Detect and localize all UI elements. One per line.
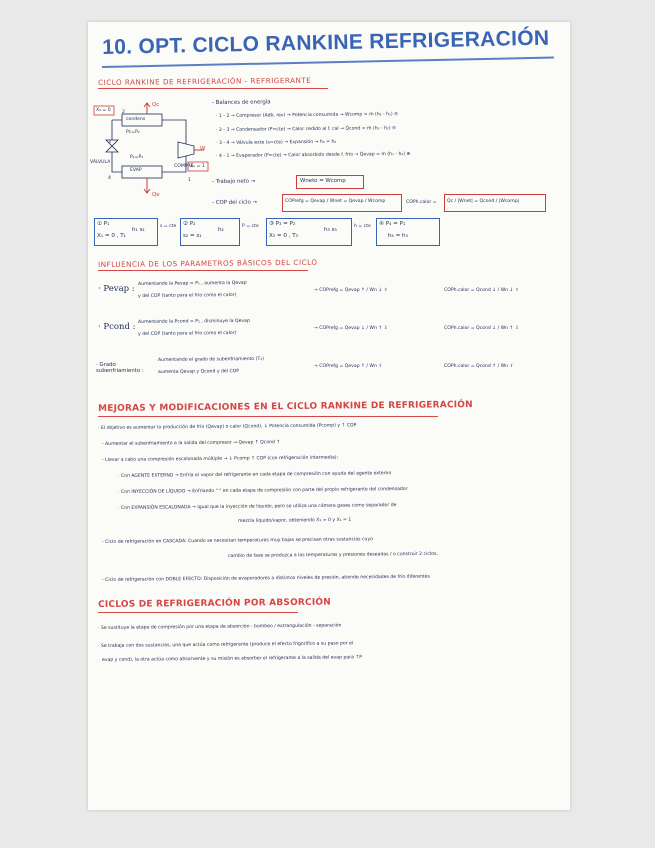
absorcion-line-2-cont: evap y cond), la otra actúa como absorvente y su misión es absorber el refrigerante a la salida del evap para ↑P bbox=[102, 655, 362, 663]
section-underline bbox=[98, 612, 298, 613]
pevap-text-2: y del COP (tanto para el frío como el calor) bbox=[138, 292, 237, 299]
notebook-page bbox=[88, 22, 570, 810]
mejoras-cascada-cont: cambio de fase se produzca a las temperaturas y presiones deseadas / o construir 2 ciclos. bbox=[228, 551, 438, 559]
balance-2-3: · 2 - 3 → Condensador (P=cte) → Calor cedido al f. cal → Q̇cond = ṁ (h₃ - h₂) ⊝ bbox=[216, 126, 396, 133]
mejoras-expansion-escalonada: · Con EXPANSIÓN ESCALONADA → Igual que la inyección de líquido, pero se utiliza una cámara gases como separador de bbox=[118, 503, 397, 511]
section-rankine-refrigerante: CICLO RANKINE DE REFRIGERACIÓN - REFRIGERANTE bbox=[98, 75, 312, 87]
state-3-hs: h₃ s₃ bbox=[324, 227, 337, 233]
process-p-cte: P = cte bbox=[242, 224, 259, 229]
pevap-cop-calor: COPh.calor = Qcond ↓ / Wn ↓ ⇧ bbox=[444, 288, 519, 293]
pcond-cop-calor: COPh.calor = Qcond ↓ / Wn ↑ ⇩ bbox=[444, 326, 519, 331]
x1-label: X₁ = 1 bbox=[190, 164, 205, 169]
section-absorcion: CICLOS DE REFRIGERACIÓN POR ABSORCIÓN bbox=[98, 597, 332, 610]
state-1-hs: h₁ s₁ bbox=[132, 227, 145, 233]
mejoras-inyeccion-liquido: · Con INYECCIÓN DE LÍQUIDO → Enfriando " " en cada etapa de compresión con parte del propio refrigerante del condensador bbox=[118, 486, 408, 495]
cycle-schematic bbox=[92, 100, 210, 200]
valve-label: VÁLVULA bbox=[90, 160, 111, 165]
mejoras-doble-efecto: - Ciclo de refrigeración con DOBLE EFECTO: Disposición de evaporadores a distintos niveles de presión, atiende necesidades de frío diferentes bbox=[102, 574, 430, 583]
pcond-label: · Pcond : bbox=[98, 322, 136, 332]
state-4-props: h₄ = h₃ bbox=[388, 233, 408, 239]
mejoras-objetivo: · El objetivo es aumentar la producción de frío (Qevap) o calor (Qcond), ↓ Potencia consumida (Pcomp) y ↑ COP bbox=[98, 423, 357, 431]
trabajo-label: - Trabajo neto → bbox=[212, 178, 256, 185]
evaporator-box bbox=[122, 166, 162, 178]
evaporator-label: EVAP bbox=[130, 168, 142, 173]
section-underline bbox=[98, 88, 328, 89]
state-2-props: s₂ = s₁ bbox=[183, 233, 202, 239]
balance-1-2: · 1 - 2 → Compresor (Adb, rev) → Potencia consumida → Wcomp = ṁ (h₂ - h₁) ⊝ bbox=[216, 112, 399, 119]
state-1-num: 1 bbox=[188, 178, 191, 183]
absorcion-line-2: · Se trabaja con dos sustancias, una que actúa como refrigerante (produce el efecto frigorífico a su paso por el bbox=[98, 641, 354, 649]
mejoras-compresion-escalonada: - Llevar a cabo una compresión escalonada múltiple → ↓ Pcomp ↑ COP (con refrigeración intermedia): bbox=[102, 455, 339, 463]
x3-label: X₃ = 0 bbox=[96, 108, 111, 113]
mejoras-expansion-escalonada-cont: mezcla líquido/vapor, obteniendo X₃ = 0 y X₁ = 1 bbox=[238, 517, 352, 524]
section-influencia: INFLUENCIA DE LOS PARAMETROS BÁSICOS DEL CICLO bbox=[98, 257, 318, 269]
mejoras-subenfriamiento: - Aumentar el subenfriamiento a la salida del compresor → Qevap ↑ Qcond ↑ bbox=[102, 440, 281, 447]
section-underline bbox=[98, 270, 308, 271]
section-mejoras: MEJORAS Y MODIFICACIONES EN EL CICLO RANKINE DE REFRIGERACIÓN bbox=[98, 400, 473, 414]
pcond-text-2: y del COP (tanto para el frío como el calor) bbox=[138, 330, 237, 337]
state-2-h: h₂ bbox=[218, 227, 224, 233]
cop-calor-eq: Qc / |Wnet| = Qcond / |Wcomp| bbox=[447, 199, 520, 204]
qe-label: Qe bbox=[152, 192, 160, 198]
state-3-props: X₃ = 0 , T₃ bbox=[269, 233, 298, 239]
pevap-text-1: Aumentando la Pevap = P₁ , aumenta la Qevap bbox=[138, 280, 247, 287]
state-3-title: ③ P₃ = P₂ bbox=[269, 221, 296, 227]
pevap-label: · Pevap : bbox=[98, 284, 135, 294]
section-underline bbox=[98, 416, 438, 417]
state-4-title: ④ P₄ = P₁ bbox=[379, 221, 406, 227]
work-label: W bbox=[200, 146, 206, 152]
pevap-cop-refg: → COPrefg = Qevap ↑ / Wn ↓ ⇧ bbox=[314, 288, 388, 293]
pe-label: P₁=P₄ bbox=[130, 155, 144, 160]
grado-text-1: Aumentando el grado de subenfriamiento (T₃) bbox=[158, 356, 264, 363]
mejoras-agente-externo: · Con AGENTE EXTERNO → Enfría el vapor del refrigerante en cada etapa de compresión con ayuda del agente externo bbox=[118, 471, 392, 479]
process-s-cte: s = cte bbox=[160, 224, 177, 229]
pc-label: Pc=P₂ bbox=[126, 130, 140, 135]
cop-refg-eq: COPrefg = Qevap / Wnet = Qevap / Wcomp bbox=[285, 199, 386, 204]
condenser-label: condens bbox=[126, 117, 146, 122]
absorcion-line-1: · Se sustituye la etapa de compresión por una etapa de absorción - bombeo / extrangulación - separación bbox=[98, 623, 342, 631]
grado-text-2: aumenta Qevap y Qcond y del COP bbox=[158, 369, 240, 375]
cop-label: - COP del ciclo → bbox=[212, 199, 258, 206]
compressor-symbol bbox=[178, 142, 194, 158]
pcond-cop-refg: → COPrefg = Qevap ↓ / Wn ↑ ⇩ bbox=[314, 326, 388, 331]
pcond-text-1: Aumentando la Pcond = P₂ , disminuye la Qevap bbox=[138, 318, 250, 325]
qc-label: Qc bbox=[152, 102, 160, 108]
balances-heading: - Balances de energía bbox=[212, 99, 271, 106]
mejoras-cascada: - Ciclo de refrigeración en CASCADA: Cuando se necesitan temperaturas muy bajas se precisan otras sustancias cuyo bbox=[102, 537, 374, 545]
process-h-cte: h = cte bbox=[354, 224, 371, 229]
balance-3-4: · 3 - 4 → Válvula exte (s=cte) → Expansión → h₃ = h₄ bbox=[216, 139, 337, 146]
state-1-title: ① P₁ bbox=[97, 221, 110, 227]
compressor-label: COMPRE bbox=[174, 164, 194, 169]
state-2-num: 2 bbox=[122, 110, 125, 115]
state-3-num: 3 bbox=[108, 140, 111, 145]
state-4-num: 4 bbox=[108, 176, 111, 181]
page-title: 10. OPT. CICLO RANKINE REFRIGERACIÓN bbox=[102, 26, 550, 59]
state-1-props: X₁ = 0 , T₁ bbox=[97, 233, 126, 239]
grado-label: · Grado subenfriamiento : bbox=[96, 362, 144, 374]
state-2-title: ② P₂ bbox=[183, 221, 196, 227]
cop-calor-label: COPh.calor = bbox=[406, 200, 437, 205]
grado-cop-calor: COPh.calor = Qcond ↑ / Wn ⇧ bbox=[444, 364, 514, 369]
trabajo-eq: Wnetο = Wcomp bbox=[300, 178, 346, 184]
balance-4-1: · 4 - 1 → Evaporador (P=cte) → Calor absorbido desde f. frío → Q̇evap = ṁ (h₁ - h₄) ⊕ bbox=[216, 151, 411, 159]
grado-cop-refg: → COPrefg = Qevap ↑ / Wn ⇧ bbox=[314, 364, 383, 369]
